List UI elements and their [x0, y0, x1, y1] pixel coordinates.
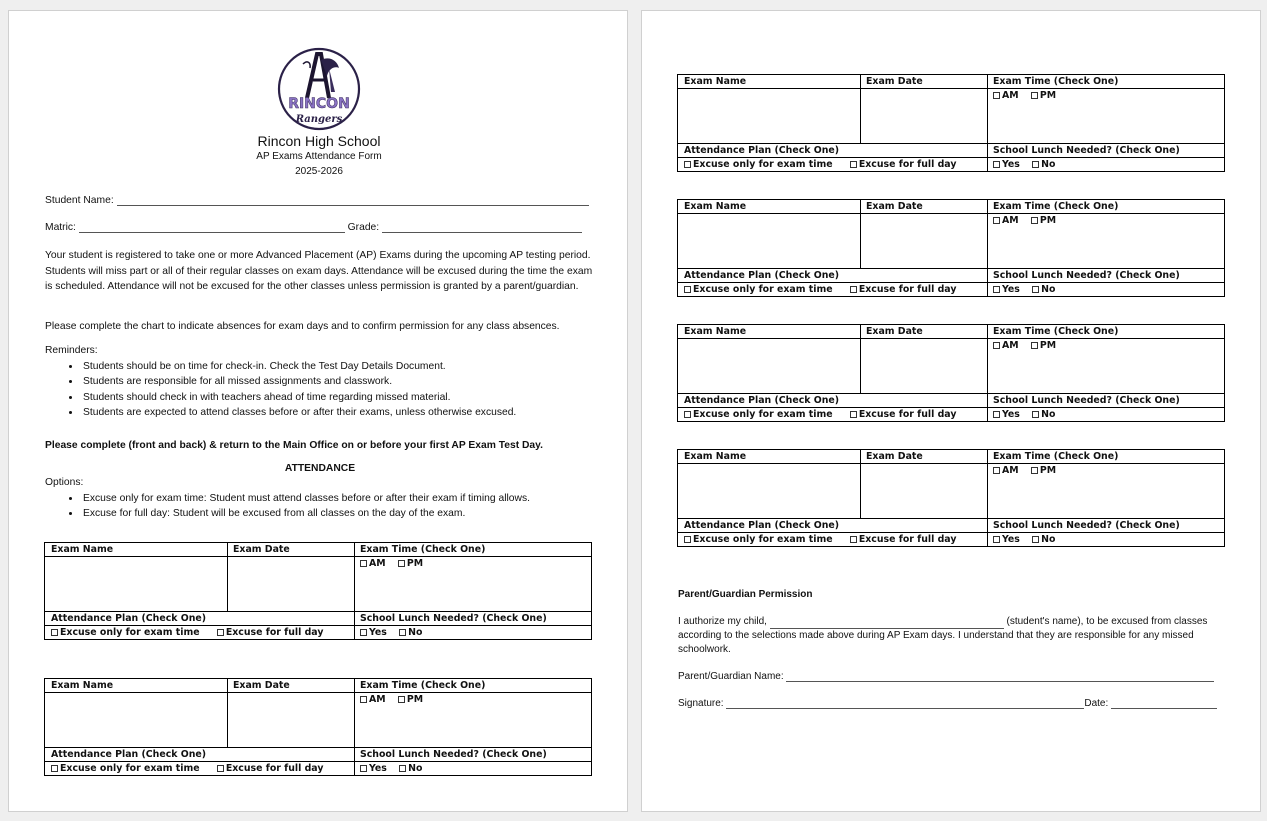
exam-date-header: Exam Date — [866, 76, 923, 87]
permission-text — [678, 615, 1228, 657]
form-title: AP Exams Attendance Form — [256, 151, 382, 162]
student-name-field[interactable] — [45, 194, 589, 206]
checkbox-icon — [993, 467, 1000, 474]
reminders-section — [45, 343, 595, 421]
lunch-yes-checkbox[interactable] — [993, 284, 1020, 295]
exam-time-header: Exam Time (Check One) — [360, 680, 486, 691]
matric-grade-field[interactable] — [45, 221, 582, 233]
excuse-full-checkbox[interactable] — [850, 409, 957, 420]
am-label: AM — [369, 694, 386, 705]
exam-date-input[interactable] — [861, 464, 987, 518]
attendance-plan-header: Attendance Plan (Check One) — [684, 145, 840, 156]
attendance-plan-header: Attendance Plan (Check One) — [51, 749, 207, 760]
checkbox-icon — [360, 765, 367, 772]
checkbox-icon — [398, 560, 405, 567]
excuse-exam-label: Excuse only for exam time — [60, 627, 200, 638]
options-section — [45, 475, 595, 522]
school-year: 2025-2026 — [295, 166, 343, 177]
checkbox-icon — [684, 536, 691, 543]
checkbox-icon — [684, 411, 691, 418]
exam-name-input[interactable] — [45, 693, 227, 747]
lunch-options — [354, 763, 422, 774]
checkbox-icon — [850, 286, 857, 293]
exam-time-options — [987, 215, 1056, 226]
lunch-options — [354, 627, 422, 638]
grade-line[interactable] — [382, 221, 582, 233]
lunch-yes-checkbox[interactable] — [360, 627, 387, 638]
no-label: No — [408, 763, 423, 774]
yes-label: Yes — [1002, 534, 1020, 545]
exam-date-header: Exam Date — [866, 201, 923, 212]
exam-name-input[interactable] — [678, 339, 860, 393]
reminders-label: Reminders: — [45, 345, 98, 356]
lunch-no-checkbox[interactable] — [399, 763, 422, 774]
exam-time-header: Exam Time (Check One) — [993, 76, 1119, 87]
am-label: AM — [1002, 90, 1019, 101]
lunch-yes-checkbox[interactable] — [360, 763, 387, 774]
attendance-plan-options — [678, 409, 956, 420]
lunch-no-checkbox[interactable] — [1032, 159, 1055, 170]
signature-line[interactable] — [726, 697, 1084, 709]
pm-label: PM — [1039, 340, 1057, 351]
lunch-options — [987, 159, 1055, 170]
options-label: Options: — [45, 477, 84, 488]
checkbox-icon — [51, 629, 58, 636]
checkbox-icon — [993, 217, 1000, 224]
yes-label: Yes — [369, 627, 387, 638]
reminder-item: • Students are responsible for all missed assignments and classwork. — [81, 374, 595, 390]
checkbox-icon — [399, 629, 406, 636]
student-name-line[interactable] — [117, 194, 589, 206]
exam-date-header: Exam Date — [233, 544, 290, 555]
excuse-full-checkbox[interactable] — [217, 627, 324, 638]
reminder-item: • Students should be on time for check-in. Check the Test Day Details Document. — [81, 359, 595, 375]
checkbox-icon — [993, 286, 1000, 293]
permission-text-post: (student's name), to be excused from classes according to the selections made above during AP Exam days. I understand that they are responsible for any missed schoolwork. — [678, 616, 1208, 655]
excuse-full-label: Excuse for full day — [858, 284, 957, 295]
lunch-no-checkbox[interactable] — [1032, 284, 1055, 295]
checkbox-icon — [1032, 286, 1039, 293]
no-label: No — [1041, 284, 1056, 295]
attendance-plan-options — [678, 284, 956, 295]
am-checkbox[interactable] — [360, 558, 386, 569]
excuse-exam-checkbox[interactable] — [684, 284, 833, 295]
exam-name-header: Exam Name — [684, 326, 747, 337]
no-label: No — [1041, 159, 1056, 170]
lunch-no-checkbox[interactable] — [1032, 409, 1055, 420]
excuse-exam-checkbox[interactable] — [684, 409, 833, 420]
no-label: No — [1041, 409, 1056, 420]
excuse-full-checkbox[interactable] — [850, 159, 957, 170]
exam-name-header: Exam Name — [51, 680, 114, 691]
guardian-name-label: Parent/Guardian Name: — [678, 671, 784, 682]
exam-name-header: Exam Name — [684, 451, 747, 462]
exam-name-input[interactable] — [678, 89, 860, 143]
exam-date-input[interactable] — [228, 693, 354, 747]
yes-label: Yes — [1002, 159, 1020, 170]
permission-heading: Parent/Guardian Permission — [678, 589, 813, 600]
student-name-label: Student Name: — [45, 195, 114, 206]
lunch-header: School Lunch Needed? (Check One) — [993, 270, 1180, 281]
am-checkbox[interactable] — [360, 694, 386, 705]
attendance-heading: ATTENDANCE — [284, 463, 356, 474]
excuse-exam-label: Excuse only for exam time — [693, 159, 833, 170]
logo-text-top: RINCON — [288, 96, 350, 112]
exam-date-header: Exam Date — [233, 680, 290, 691]
am-checkbox[interactable] — [993, 340, 1019, 351]
exam-time-options — [354, 558, 423, 569]
lunch-yes-checkbox[interactable] — [993, 409, 1020, 420]
intro-paragraph: Your student is registered to take one or more Advanced Placement (AP) Exams during the upcoming AP testing period. Students will miss part or all of their regular classes on exam days. Attendance will be excused during the time the exam is scheduled. Attendance will not be excused for the other classes unless permission is granted by a parent/guardian. — [45, 250, 593, 292]
excuse-exam-checkbox[interactable] — [684, 534, 833, 545]
school-name: Rincon High School — [257, 133, 381, 149]
logo-text-bottom: Rangers — [295, 114, 343, 125]
checkbox-icon — [993, 92, 1000, 99]
exam-time-options — [987, 90, 1056, 101]
lunch-header: School Lunch Needed? (Check One) — [993, 520, 1180, 531]
option-item: • Excuse for full day: Student will be excused from all classes on the day of the exam. — [81, 506, 595, 522]
exam-date-header: Exam Date — [866, 451, 923, 462]
exam-date-header: Exam Date — [866, 326, 923, 337]
lunch-header: School Lunch Needed? (Check One) — [993, 395, 1180, 406]
exam-table — [677, 324, 1225, 422]
checkbox-icon — [1032, 161, 1039, 168]
lunch-header: School Lunch Needed? (Check One) — [360, 613, 547, 624]
no-label: No — [408, 627, 423, 638]
lunch-no-checkbox[interactable] — [399, 627, 422, 638]
checkbox-icon — [1031, 467, 1038, 474]
exam-name-input[interactable] — [678, 214, 860, 268]
excuse-exam-checkbox[interactable] — [51, 763, 200, 774]
options-list — [45, 491, 595, 522]
attendance-plan-options — [678, 159, 956, 170]
reminder-item: • Students should check in with teachers ahead of time regarding missed material. — [81, 390, 595, 406]
checkbox-icon — [360, 696, 367, 703]
pm-checkbox[interactable] — [1031, 465, 1056, 476]
excuse-exam-label: Excuse only for exam time — [693, 409, 833, 420]
checkbox-icon — [684, 161, 691, 168]
am-label: AM — [369, 558, 386, 569]
matric-label: Matric: — [45, 222, 76, 233]
exam-name-header: Exam Name — [684, 76, 747, 87]
checkbox-icon — [1031, 217, 1038, 224]
am-checkbox[interactable] — [993, 465, 1019, 476]
grade-label: Grade: — [347, 222, 380, 233]
checkbox-icon — [684, 286, 691, 293]
am-label: AM — [1002, 465, 1019, 476]
lunch-yes-checkbox[interactable] — [993, 534, 1020, 545]
yes-label: Yes — [1002, 284, 1020, 295]
yes-label: Yes — [1002, 409, 1020, 420]
pm-checkbox[interactable] — [398, 558, 423, 569]
pm-label: PM — [406, 558, 424, 569]
excuse-full-label: Excuse for full day — [225, 763, 324, 774]
pm-checkbox[interactable] — [398, 694, 423, 705]
lunch-yes-checkbox[interactable] — [993, 159, 1020, 170]
lunch-options — [987, 409, 1055, 420]
no-label: No — [1041, 534, 1056, 545]
checkbox-icon — [51, 765, 58, 772]
guardian-name-line[interactable] — [786, 670, 1214, 682]
attendance-plan-header: Attendance Plan (Check One) — [684, 270, 840, 281]
attendance-plan-options — [678, 534, 956, 545]
checkbox-icon — [1031, 92, 1038, 99]
lunch-header: School Lunch Needed? (Check One) — [993, 145, 1180, 156]
checkbox-icon — [850, 536, 857, 543]
yes-label: Yes — [369, 763, 387, 774]
exam-table — [44, 542, 592, 640]
attendance-plan-options — [45, 627, 323, 638]
pm-label: PM — [1039, 90, 1057, 101]
signature-field[interactable] — [678, 697, 1217, 709]
pm-label: PM — [1039, 215, 1057, 226]
exam-name-input[interactable] — [45, 557, 227, 611]
checkbox-icon — [993, 342, 1000, 349]
lunch-options — [987, 534, 1055, 545]
date-label: Date: — [1084, 698, 1109, 709]
checkbox-icon — [398, 696, 405, 703]
guardian-name-field[interactable] — [678, 670, 1214, 682]
exam-time-options — [987, 340, 1056, 351]
excuse-exam-checkbox[interactable] — [51, 627, 200, 638]
excuse-exam-label: Excuse only for exam time — [693, 534, 833, 545]
excuse-full-checkbox[interactable] — [217, 763, 324, 774]
lunch-options — [987, 284, 1055, 295]
exam-time-header: Exam Time (Check One) — [993, 201, 1119, 212]
checkbox-icon — [1032, 411, 1039, 418]
excuse-full-label: Excuse for full day — [225, 627, 324, 638]
pm-label: PM — [406, 694, 424, 705]
exam-date-input[interactable] — [861, 339, 987, 393]
reminder-item: • Students are expected to attend classes before or after their exams, unless otherwise excused. — [81, 405, 595, 421]
pm-checkbox[interactable] — [1031, 340, 1056, 351]
exam-name-input[interactable] — [678, 464, 860, 518]
checkbox-icon — [217, 629, 224, 636]
permission-text-pre: I authorize my child, — [678, 616, 767, 627]
pm-checkbox[interactable] — [1031, 215, 1056, 226]
attendance-plan-header: Attendance Plan (Check One) — [51, 613, 207, 624]
am-label: AM — [1002, 215, 1019, 226]
excuse-full-label: Excuse for full day — [858, 534, 957, 545]
checkbox-icon — [993, 161, 1000, 168]
checkbox-icon — [360, 629, 367, 636]
attendance-plan-header: Attendance Plan (Check One) — [684, 520, 840, 531]
exam-name-header: Exam Name — [51, 544, 114, 555]
exam-table — [44, 678, 592, 776]
option-item: • Excuse only for exam time: Student must attend classes before or after their exam if timing allows. — [81, 491, 595, 507]
checkbox-icon — [850, 411, 857, 418]
checkbox-icon — [993, 411, 1000, 418]
excuse-exam-checkbox[interactable] — [684, 159, 833, 170]
lunch-no-checkbox[interactable] — [1032, 534, 1055, 545]
exam-table — [677, 449, 1225, 547]
pm-label: PM — [1039, 465, 1057, 476]
instruction-paragraph: Please complete the chart to indicate absences for exam days and to confirm permission for any class absences. — [45, 321, 560, 332]
return-note: Please complete (front and back) & return to the Main Office on or before your first AP Exam Test Day. — [45, 440, 543, 451]
am-checkbox[interactable] — [993, 215, 1019, 226]
checkbox-icon — [399, 765, 406, 772]
attendance-plan-header: Attendance Plan (Check One) — [684, 395, 840, 406]
exam-date-input[interactable] — [228, 557, 354, 611]
excuse-full-checkbox[interactable] — [850, 284, 957, 295]
exam-name-header: Exam Name — [684, 201, 747, 212]
checkbox-icon — [1032, 536, 1039, 543]
lunch-header: School Lunch Needed? (Check One) — [360, 749, 547, 760]
excuse-exam-label: Excuse only for exam time — [693, 284, 833, 295]
checkbox-icon — [217, 765, 224, 772]
page-back — [641, 10, 1261, 812]
exam-time-options — [987, 465, 1056, 476]
exam-time-header: Exam Time (Check One) — [993, 451, 1119, 462]
attendance-plan-options — [45, 763, 323, 774]
checkbox-icon — [993, 536, 1000, 543]
exam-time-header: Exam Time (Check One) — [360, 544, 486, 555]
signature-label: Signature: — [678, 698, 724, 709]
date-line[interactable] — [1111, 697, 1217, 709]
matric-line[interactable] — [79, 221, 345, 233]
excuse-full-label: Excuse for full day — [858, 409, 957, 420]
checkbox-icon — [850, 161, 857, 168]
am-checkbox[interactable] — [993, 90, 1019, 101]
pm-checkbox[interactable] — [1031, 90, 1056, 101]
exam-time-header: Exam Time (Check One) — [993, 326, 1119, 337]
child-name-line[interactable] — [770, 617, 1004, 629]
exam-date-input[interactable] — [861, 214, 987, 268]
checkbox-icon — [360, 560, 367, 567]
exam-table — [677, 74, 1225, 172]
checkbox-icon — [1031, 342, 1038, 349]
exam-time-options — [354, 694, 423, 705]
am-label: AM — [1002, 340, 1019, 351]
excuse-full-checkbox[interactable] — [850, 534, 957, 545]
school-logo — [277, 46, 361, 132]
excuse-full-label: Excuse for full day — [858, 159, 957, 170]
exam-table — [677, 199, 1225, 297]
reminders-list — [45, 359, 595, 421]
excuse-exam-label: Excuse only for exam time — [60, 763, 200, 774]
exam-date-input[interactable] — [861, 89, 987, 143]
page-front — [8, 10, 628, 812]
